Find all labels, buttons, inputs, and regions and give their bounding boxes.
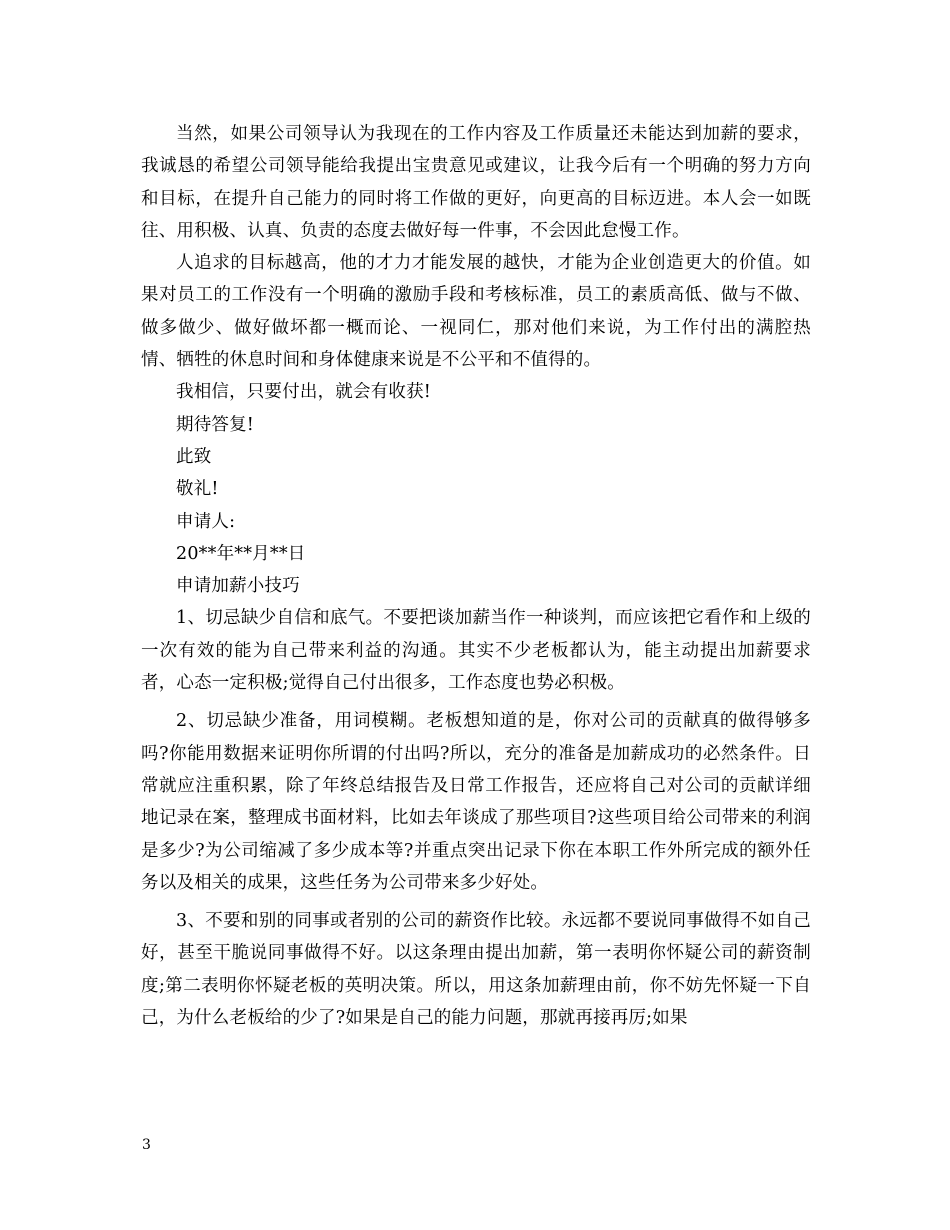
document-body (141, 118, 811, 1034)
page-number: 3 (142, 1137, 151, 1153)
paragraph-applicant: 申请人: (176, 511, 236, 532)
section-heading-tips: 申请加薪小技巧 (176, 576, 300, 597)
paragraph-tip-3: 3、不要和别的同事或者别的公司的薪资作比较。永远都不要说同事做得不如自己好，甚至干脆说同事做得不好。以这条理由提出加薪，第一表明你怀疑公司的薪资制度;第二表明你怀疑老板的英明决策。所以，用这条加薪理由前，你不妨先怀疑一下自己，为什么老板给的少了?如果是自己的能力问题，那就再接再厉;如果 (141, 911, 811, 1029)
paragraph-belief: 我相信，只要付出，就会有收获! (176, 382, 432, 403)
paragraph-tip-1: 1、切忌缺少自信和底气。不要把谈加薪当作一种谈判，而应该把它看作和上级的一次有效的能为自己带来利益的沟通。其实不少老板都认为，能主动提出加薪要求者，心态一定积极;觉得自己付出很多，工作态度也势必积极。 (141, 608, 811, 694)
paragraph-regards: 敬礼! (176, 479, 219, 500)
paragraph-tip-2: 2、切忌缺少准备，用词模糊。老板想知道的是，你对公司的贡献真的做得够多吗?你能用数据来证明你所谓的付出吗?所以，充分的准备是加薪成功的必然条件。日常就应注重积累，除了年终总结报告及日常工作报告，还应将自己对公司的贡献详细地记录在案，整理成书面材料，比如去年谈成了那些项目?这些项目给公司带来的利润是多少?为公司缩减了多少成本等?并重点突出记录下你在本职工作外所完成的额外任务以及相关的成果，这些任务为公司带来多少好处。 (141, 711, 811, 893)
paragraph-salary-request-feedback: 当然，如果公司领导认为我现在的工作内容及工作质量还未能达到加薪的要求，我诚恳的希望公司领导能给我提出宝贵意见或建议，让我今后有一个明确的努力方向和目标，在提升自己能力的同时将工作做的更好，向更高的目标迈进。本人会一如既往、用积极、认真、负责的态度去做好每一件事，不会因此怠慢工作。 (141, 124, 811, 241)
paragraph-await-reply: 期待答复! (176, 414, 255, 435)
paragraph-salutation: 此致 (176, 446, 212, 467)
paragraph-goals-and-value: 人追求的目标越高，他的才力才能发展的越快，才能为企业创造更大的价值。如果对员工的工作没有一个明确的激励手段和考核标准，员工的素质高低、做与不做、做多做少、做好做坏都一概而论、一视同仁，那对他们来说，为工作付出的满腔热情、牺牲的休息时间和身体健康来说是不公平和不值得的。 (141, 253, 811, 371)
paragraph-date: 20**年**月**日 (176, 543, 306, 564)
